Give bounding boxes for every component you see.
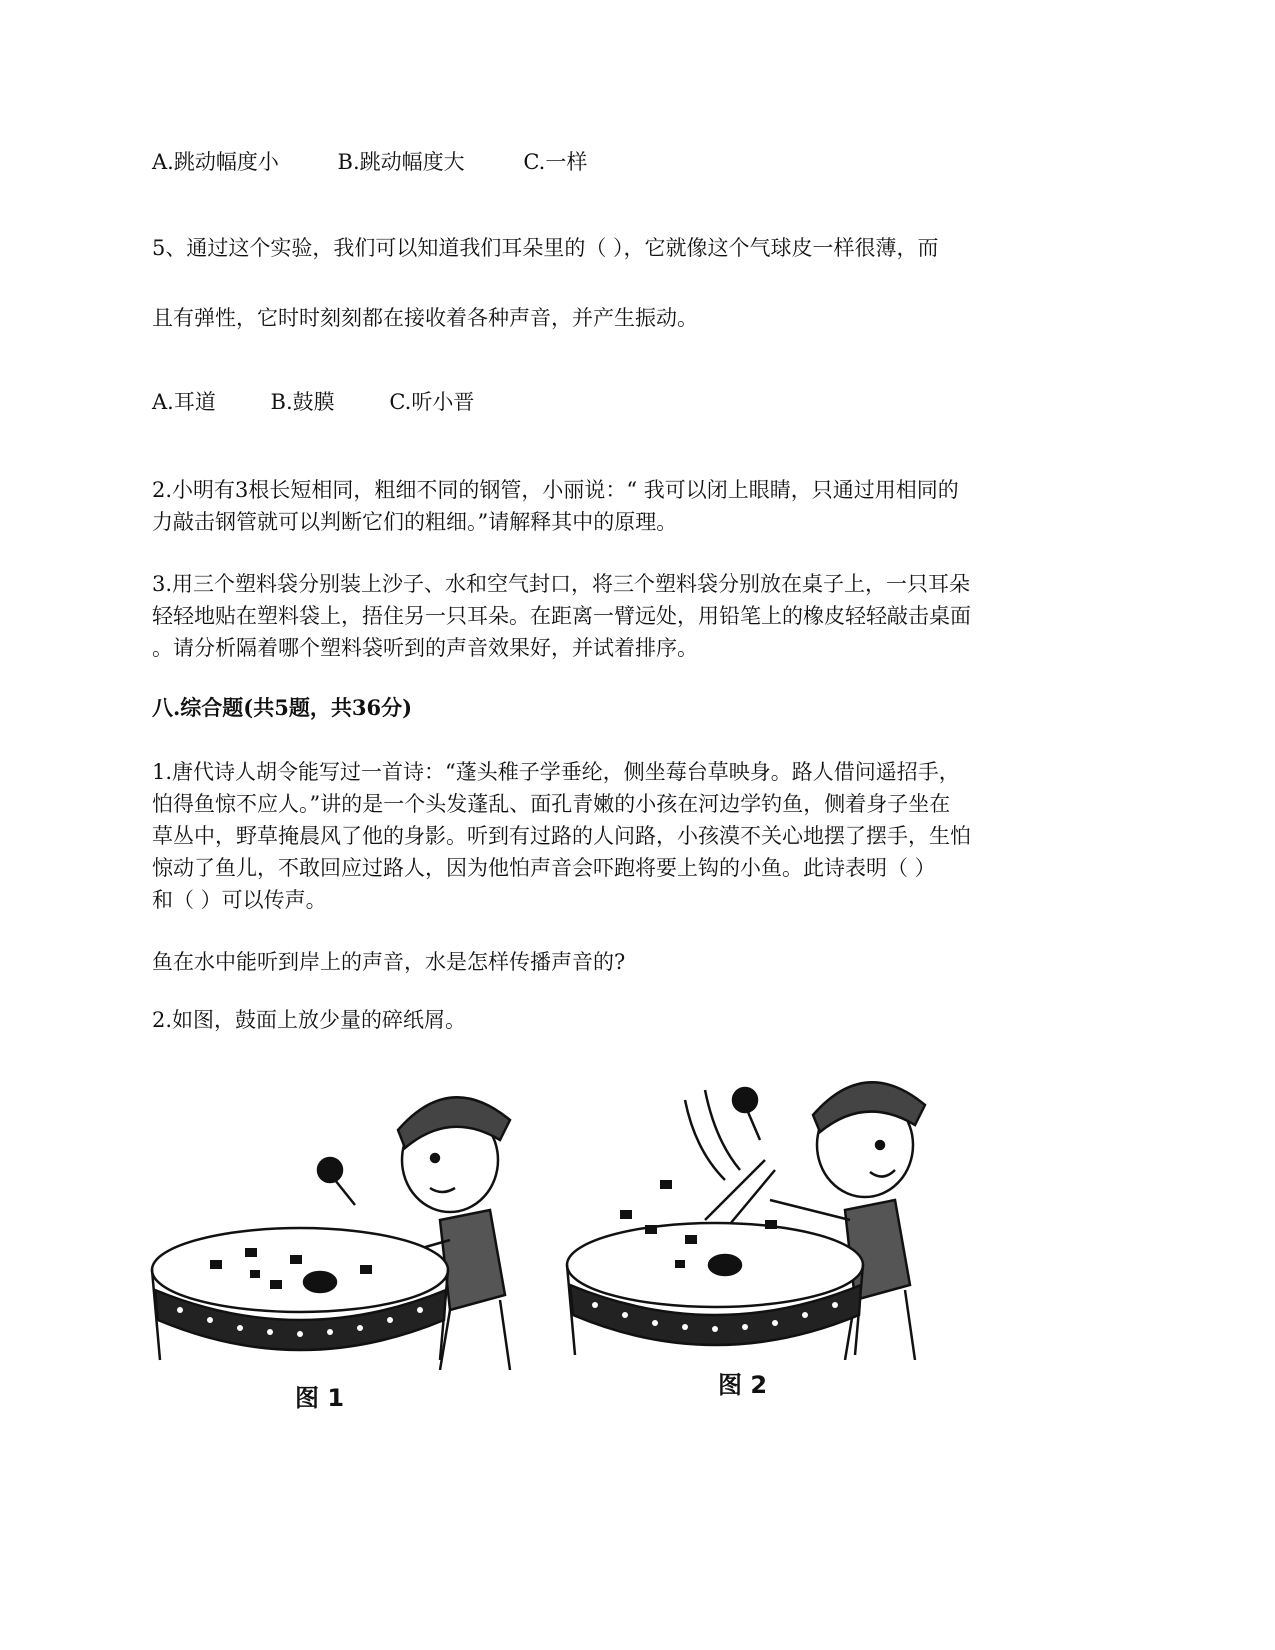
q3-text-line1: 3.用三个塑料袋分别装上沙子、水和空气封口，将三个塑料袋分别放在桌子上，一只耳朵 [152, 572, 971, 596]
s8q1-text-line1: 1.唐代诗人胡令能写过一首诗：“蓬头稚子学垂纶，侧坐莓台草映身。路人借问遥招手， [152, 760, 960, 784]
q2-text-line1: 2.小明有3根长短相同，粗细不同的钢管，小丽说：“ 我可以闭上眼睛，只通过用相同的 [152, 478, 959, 502]
q5-option-b: B.鼓膜 [270, 390, 335, 414]
q4-option-b: B.跳动幅度大 [337, 150, 465, 174]
s8q2-text: 2.如图，鼓面上放少量的碎纸屑。 [152, 1008, 467, 1032]
q4-options [152, 146, 639, 178]
q5-options [152, 386, 526, 418]
q5-option-c: C.听小晋 [389, 390, 475, 414]
q4-option-c: C.一样 [523, 150, 588, 174]
s8q1-text-line5: 和（ ）可以传声。 [152, 888, 327, 912]
section-title: 八.综合题(共5题，共36分) [152, 695, 413, 720]
q5-option-a: A.耳道 [152, 390, 216, 414]
q2-text-line2: 力敲击钢管就可以判断它们的粗细。”请解释其中的原理。 [152, 510, 678, 534]
figure-2-drum-illustration [565, 1060, 945, 1360]
figure-1-drum-illustration [150, 1070, 530, 1370]
s8q1-subquestion: 鱼在水中能听到岸上的声音，水是怎样传播声音的? [152, 950, 626, 974]
q3-text-line2: 轻轻地贴在塑料袋上，捂住另一只耳朵。在距离一臂远处，用铅笔上的橡皮轻轻敲击桌面 [152, 604, 971, 628]
q4-option-a: A.跳动幅度小 [152, 150, 279, 174]
s8q1-text-line3: 草丛中，野草掩晨风了他的身影。听到有过路的人问路，小孩漠不关心地摆了摆手，生怕 [152, 824, 971, 848]
figure-1-caption: 图 1 [295, 1384, 345, 1412]
s8q1-text-line2: 怕得鱼惊不应人。”讲的是一个头发蓬乱、面孔青嫩的小孩在河边学钓鱼，侧着身子坐在 [152, 792, 951, 816]
q5-text-line2: 且有弹性，它时时刻刻都在接收着各种声音，并产生振动。 [152, 306, 698, 330]
s8q1-text-line4: 惊动了鱼儿，不敢回应过路人，因为他怕声音会吓跑将要上钩的小鱼。此诗表明（ ） [152, 856, 936, 880]
q3-text-line3: 。请分析隔着哪个塑料袋听到的声音效果好，并试着排序。 [152, 636, 698, 660]
q5-text-line1: 5、通过这个实验，我们可以知道我们耳朵里的（ ），它就像这个气球皮一样很薄，而 [152, 236, 939, 260]
figure-2-caption: 图 2 [718, 1371, 768, 1399]
